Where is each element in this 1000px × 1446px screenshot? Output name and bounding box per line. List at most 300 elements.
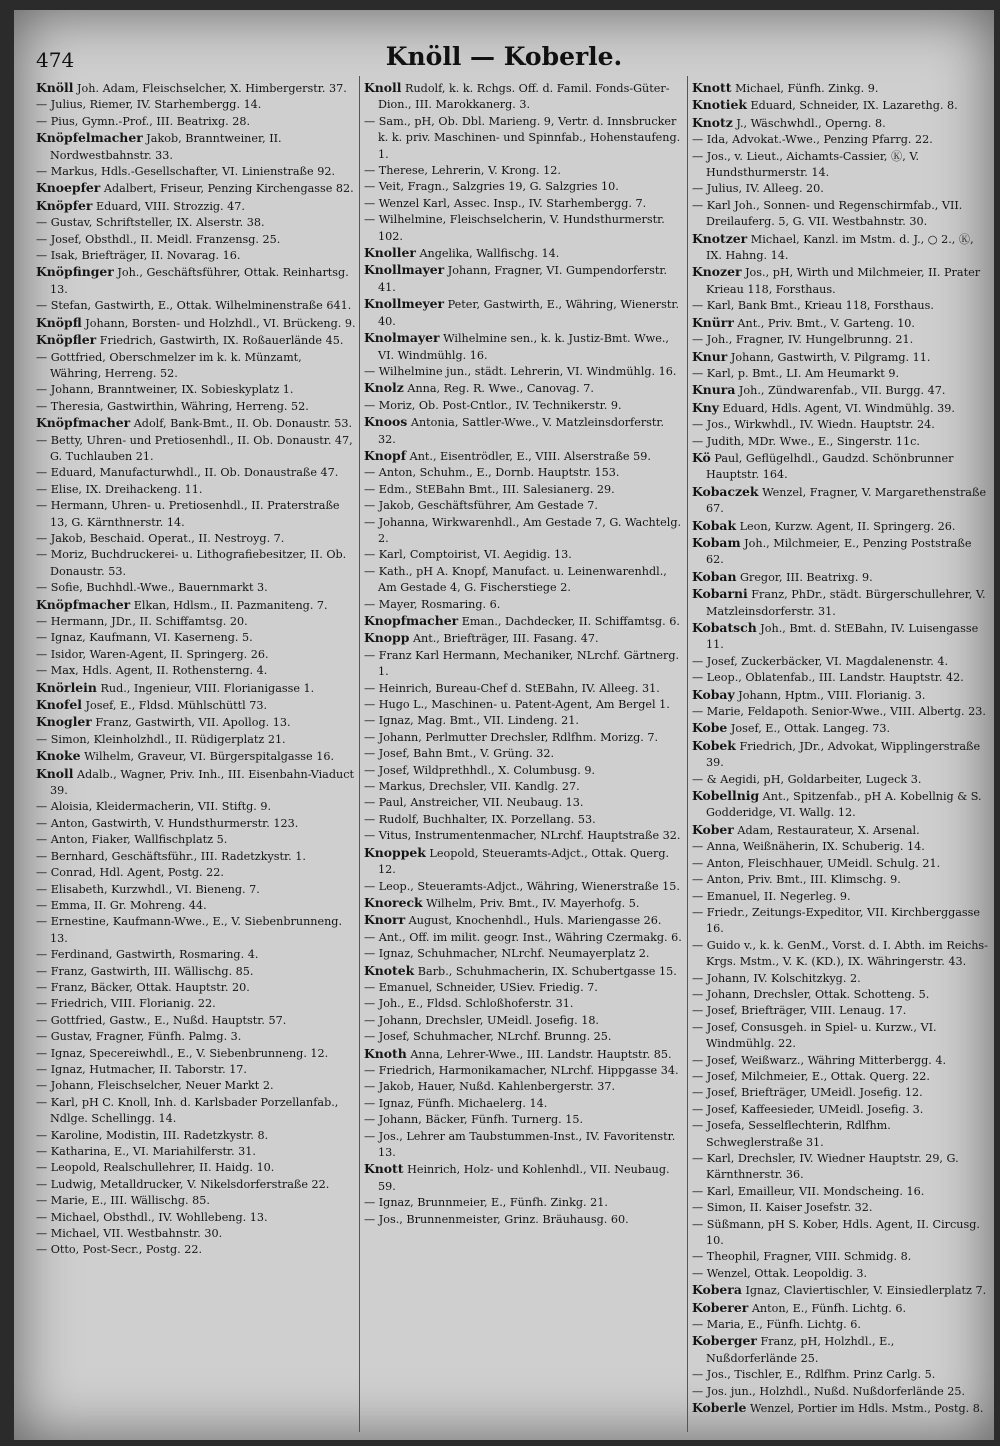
directory-entry xyxy=(36,799,356,815)
entry-dash: — xyxy=(36,499,51,513)
directory-entry xyxy=(364,713,684,729)
directory-entry xyxy=(364,380,684,397)
directory-entry xyxy=(364,946,684,962)
entry-details: Friedrich, Harmonikamacher, NLrchf. Hippgasse 34. xyxy=(378,1063,679,1077)
entry-dash: — xyxy=(364,730,379,744)
directory-entry xyxy=(364,80,684,114)
entry-details: Edm., StEBahn Bmt., III. Salesianerg. 29. xyxy=(378,482,615,496)
entry-details: Anton, E., Fünfh. Lichtg. 6. xyxy=(751,1301,907,1315)
entry-details: Jakob, Hauer, Nußd. Kahlenbergerstr. 37. xyxy=(378,1080,616,1094)
directory-entry xyxy=(364,681,684,697)
directory-entry xyxy=(692,1200,988,1216)
entry-surname: Knöpfer xyxy=(36,197,93,213)
directory-entry xyxy=(364,448,684,465)
entry-details: Wenzel, Fragner, V. Margarethenstraße 67. xyxy=(706,485,987,516)
entry-dash: — xyxy=(36,114,51,128)
entry-dash: — xyxy=(36,1161,51,1175)
entry-details: Gregor, III. Beatrixg. 9. xyxy=(740,570,873,584)
entry-dash: — xyxy=(36,1062,51,1076)
directory-entry xyxy=(36,232,356,248)
directory-entry xyxy=(36,630,356,646)
entry-details: Antonia, Sattler-Wwe., V. Matzleinsdorferstr. 32. xyxy=(378,416,665,446)
directory-entry xyxy=(692,315,988,332)
entry-details: Leop., Steueramts-Adjct., Währing, Wienerstraße 15. xyxy=(378,879,680,893)
entry-details: Adalbert, Friseur, Penzing Kirchengasse 82. xyxy=(103,182,354,196)
directory-entry xyxy=(692,822,988,839)
directory-entry xyxy=(36,547,356,580)
entry-details: Johann, Perlmutter Drechsler, Rdlfhm. Morizg. 7. xyxy=(378,730,659,744)
entry-details: Ant., Spitzenfab., pH A. Kobellnig & S. Godderidge, VI. Wallg. 12. xyxy=(706,790,982,820)
directory-entry xyxy=(692,1069,988,1085)
directory-entry xyxy=(364,1063,684,1079)
entry-dash: — xyxy=(36,1030,51,1044)
entry-surname: Knoller xyxy=(364,245,416,261)
entry-details: Simon, Kleinholzhdl., II. Rüdigerplatz 21. xyxy=(50,732,286,746)
entry-details: Karl, Drechsler, IV. Wiedner Hauptstr. 29, G. Kärnthnerstr. 36. xyxy=(706,1152,959,1182)
directory-entry xyxy=(692,1184,988,1200)
directory-entry xyxy=(364,330,684,364)
directory-entry xyxy=(364,697,684,713)
entry-details: Franz, PhDr., städt. Bürgerschullehrer, V. Matzleinsdorferstr. 31. xyxy=(706,588,986,618)
entry-dash: — xyxy=(364,597,379,611)
entry-dash: — xyxy=(692,987,707,1001)
directory-entry xyxy=(36,996,356,1012)
entry-dash: — xyxy=(36,1046,51,1060)
directory-entry xyxy=(36,215,356,231)
entry-details: Angelika, Wallfischg. 14. xyxy=(419,247,560,261)
directory-entry xyxy=(364,1013,684,1029)
directory-entry xyxy=(692,97,988,114)
entry-details: Josef, Kaffeesieder, UMeidl. Josefig. 3. xyxy=(706,1102,924,1116)
directory-entry xyxy=(692,670,988,686)
entry-details: Anton, Gastwirth, V. Hundsthurmerstr. 123. xyxy=(50,816,299,830)
entry-details: Ferdinand, Gastwirth, Rosmaring. 4. xyxy=(50,948,259,962)
directory-entry xyxy=(364,812,684,828)
entry-details: Ignaz, Fünfh. Michaelerg. 14. xyxy=(378,1096,548,1110)
directory-entry xyxy=(364,1112,684,1128)
directory-entry xyxy=(36,164,356,180)
directory-entry xyxy=(692,987,988,1003)
directory-entry xyxy=(36,614,356,630)
entry-details: Wilhelm, Graveur, VI. Bürgerspitalgasse 16. xyxy=(84,750,335,764)
directory-entry xyxy=(36,382,356,398)
directory-entry xyxy=(364,1029,684,1045)
directory-entry xyxy=(692,115,988,132)
entry-details: August, Knochenhdl., Huls. Mariengasse 26. xyxy=(408,914,662,928)
entry-dash: — xyxy=(692,1184,707,1198)
directory-entry xyxy=(692,484,988,518)
directory-entry xyxy=(692,889,988,905)
entry-details: Otto, Post-Secr., Postg. 22. xyxy=(50,1243,203,1257)
entry-surname: Kober xyxy=(692,821,734,837)
directory-entry xyxy=(692,1367,988,1383)
directory-entry xyxy=(692,417,988,433)
directory-entry xyxy=(36,415,356,432)
entry-dash: — xyxy=(364,398,379,412)
directory-entry xyxy=(364,828,684,844)
entry-details: Wenzel, Ottak. Leopoldig. 3. xyxy=(706,1266,868,1280)
entry-details: Josef, Zuckerbäcker, VI. Magdalenenstr. 4. xyxy=(706,654,949,668)
directory-entry xyxy=(692,687,988,704)
entry-dash: — xyxy=(692,938,707,952)
entry-details: Conrad, Hdl. Agent, Postg. 22. xyxy=(50,866,224,880)
directory-entry xyxy=(364,996,684,1012)
directory-entry xyxy=(36,1193,356,1209)
directory-entry xyxy=(36,80,356,97)
entry-details: Johann, IV. Kolschitzkyg. 2. xyxy=(706,971,861,985)
directory-entry xyxy=(36,882,356,898)
directory-entry xyxy=(692,400,988,417)
directory-entry xyxy=(364,482,684,498)
entry-dash: — xyxy=(692,1201,707,1215)
entry-details: Jos., pH, Wirth und Milchmeier, II. Prater Krieau 118, Forsthaus. xyxy=(706,266,981,296)
entry-details: Karl, p. Bmt., LI. Am Heumarkt 9. xyxy=(706,366,900,380)
entry-dash: — xyxy=(364,698,379,712)
directory-entry xyxy=(692,264,988,298)
entry-details: Hugo L., Maschinen- u. Patent-Agent, Am Bergel 1. xyxy=(378,698,670,712)
entry-dash: — xyxy=(692,1069,707,1083)
entry-details: Anna, Weißnäherin, IX. Schuberig. 14. xyxy=(706,840,925,854)
entry-details: Adolf, Bank-Bmt., II. Ob. Donaustr. 53. xyxy=(133,417,353,431)
entry-details: Wenzel Karl, Assec. Insp., IV. Starhembergg. 7. xyxy=(378,196,647,210)
entry-details: J., Wäschwhdl., Operng. 8. xyxy=(736,116,886,130)
directory-entry xyxy=(692,738,988,772)
entry-details: Ant., Briefträger, III. Fasang. 47. xyxy=(412,632,599,646)
entry-details: Franz, pH, Holzhdl., E., Nußdorferlände 25. xyxy=(706,1335,895,1365)
directory-entry xyxy=(692,198,988,231)
directory-entry xyxy=(692,788,988,822)
entry-details: Joh., Fragner, IV. Hungelbrunng. 21. xyxy=(706,333,914,347)
entry-dash: — xyxy=(364,879,379,893)
directory-entry xyxy=(692,1384,988,1400)
entry-details: Joh., Bmt. d. StEBahn, IV. Luisengasse 11. xyxy=(706,622,979,652)
entry-dash: — xyxy=(36,531,51,545)
entry-surname: Kobera xyxy=(692,1282,742,1298)
entry-dash: — xyxy=(692,1250,707,1264)
directory-entry xyxy=(36,697,356,714)
directory-entry xyxy=(692,1317,988,1333)
directory-entry xyxy=(692,1085,988,1101)
entry-details: Leopold, Realschullehrer, II. Haidg. 10. xyxy=(50,1161,275,1175)
entry-details: Josef, E., Ottak. Langeg. 73. xyxy=(730,722,891,736)
entry-details: Josef, Schuhmacher, NLrchf. Brunng. 25. xyxy=(378,1030,612,1044)
entry-details: Mayer, Rosmaring. 6. xyxy=(378,597,501,611)
entry-dash: — xyxy=(364,1063,379,1077)
directory-entry xyxy=(36,315,356,332)
directory-entry xyxy=(36,482,356,498)
entry-details: Paul, Geflügelhdl., Gaudzd. Schönbrunner Hauptstr. 164. xyxy=(706,451,954,482)
entry-dash: — xyxy=(36,997,51,1011)
entry-dash: — xyxy=(364,747,379,761)
directory-entry xyxy=(692,1118,988,1151)
directory-entry xyxy=(36,1210,356,1226)
entry-details: Aloisia, Kleidermacherin, VII. Stiftg. 9. xyxy=(50,800,272,814)
entry-details: Adam, Restaurateur, X. Arsenal. xyxy=(737,823,920,837)
entry-details: Moriz, Ob. Post-Cntlor., IV. Technikerstr. 9. xyxy=(378,398,622,412)
directory-entry xyxy=(36,816,356,832)
directory-entry xyxy=(36,498,356,531)
entry-surname: Kobek xyxy=(692,737,736,753)
entry-details: Ignaz, Claviertischler, V. Einsiedlerplatz 7. xyxy=(745,1284,987,1298)
entry-dash: — xyxy=(364,930,379,944)
directory-entry xyxy=(692,856,988,872)
entry-surname: Kobam xyxy=(692,534,741,550)
entry-details: Jos., v. Lieut., Aichamts-Cassier, Ⓚ, V. Hundsthurmerstr. 14. xyxy=(706,149,920,180)
entry-details: Michael, Obsthdl., IV. Wohllebeng. 13. xyxy=(50,1210,268,1224)
column-divider xyxy=(687,76,688,1432)
entry-details: Ant., Eisentrödler, E., VIII. Alserstraße 59. xyxy=(409,449,651,463)
entry-details: Josefa, Sesselflechterin, Rdlfhm. Schweglerstraße 31. xyxy=(706,1119,891,1149)
running-head: Knöll — Koberle. xyxy=(385,42,623,71)
directory-entry xyxy=(364,746,684,762)
directory-entry xyxy=(692,450,988,484)
directory-entry xyxy=(36,849,356,865)
directory-entry xyxy=(692,938,988,971)
entry-dash: — xyxy=(364,681,379,695)
entry-details: Heinrich, Holz- und Kohlenhdl., VII. Neubaug. 59. xyxy=(378,1163,670,1193)
entry-dash: — xyxy=(36,1194,51,1208)
directory-entry xyxy=(364,1129,684,1162)
entry-dash: — xyxy=(36,98,51,112)
directory-entry xyxy=(364,465,684,481)
entry-dash: — xyxy=(36,433,51,447)
entry-dash: — xyxy=(36,548,51,562)
entry-dash: — xyxy=(692,434,707,448)
entry-details: Stefan, Gastwirth, E., Ottak. Wilhelminenstraße 641. xyxy=(50,299,352,313)
entry-details: Joh., Milchmeier, E., Penzing Poststraße 62. xyxy=(706,536,972,567)
entry-dash: — xyxy=(36,1210,51,1224)
entry-details: Johann, Borsten- und Holzhdl., VI. Brückeng. 9. xyxy=(85,316,356,330)
entry-dash: — xyxy=(692,671,707,685)
entry-details: Joh., Zündwarenfab., VII. Burgg. 47. xyxy=(738,384,946,398)
entry-details: Johann, Drechsler, Ottak. Schotteng. 5. xyxy=(706,987,930,1001)
entry-details: Anna, Lehrer-Wwe., III. Landstr. Hauptstr. 85. xyxy=(410,1047,672,1061)
entry-dash: — xyxy=(364,1080,379,1094)
entry-dash: — xyxy=(364,548,379,562)
directory-entry xyxy=(36,597,356,614)
entry-dash: — xyxy=(36,647,51,661)
directory-entry xyxy=(36,1177,356,1193)
entry-details: Josef, Wildprethhdl., X. Columbusg. 9. xyxy=(378,763,596,777)
entry-dash: — xyxy=(364,364,379,378)
entry-details: Wilhelmine sen., k. k. Justiz-Bmt. Wwe., VI. Windmühlg. 16. xyxy=(378,332,669,362)
entry-details: Johann, Fragner, VI. Gumpendorferstr. 41. xyxy=(378,264,668,294)
directory-entry xyxy=(36,947,356,963)
entry-details: Gottfried, Gastw., E., Nußd. Hauptstr. 57. xyxy=(50,1013,287,1027)
entry-details: Johann, Hptm., VIII. Florianig. 3. xyxy=(738,688,926,702)
directory-entry xyxy=(364,1195,684,1211)
directory-entry xyxy=(692,231,988,265)
entry-dash: — xyxy=(36,482,51,496)
entry-details: Veit, Fragn., Salzgries 19, G. Salzgries 10. xyxy=(378,180,619,194)
entry-details: Peter, Gastwirth, E., Währing, Wienerstr. 40. xyxy=(378,298,680,328)
entry-dash: — xyxy=(36,615,51,628)
directory-entry xyxy=(36,465,356,481)
entry-details: Josef, Obsthdl., II. Meidl. Franzensg. 25. xyxy=(50,232,281,246)
entry-details: Ignaz, Kaufmann, VI. Kaserneng. 5. xyxy=(50,631,253,645)
column-2 xyxy=(364,80,684,1430)
directory-entry xyxy=(364,895,684,912)
entry-details: Anton, Schuhm., E., Dornb. Hauptstr. 153. xyxy=(378,466,620,480)
entry-surname: Knöpfmacher xyxy=(36,596,131,612)
directory-entry xyxy=(692,620,988,654)
directory-entry xyxy=(692,132,988,148)
entry-dash: — xyxy=(364,564,379,578)
entry-surname: Kö xyxy=(692,449,711,465)
directory-entry xyxy=(692,1333,988,1367)
entry-dash: — xyxy=(692,1020,707,1034)
directory-entry xyxy=(36,748,356,765)
entry-dash: — xyxy=(692,705,707,719)
entry-details: Ignaz, Mag. Bmt., VII. Lindeng. 21. xyxy=(378,714,579,728)
entry-details: Hermann, Uhren- u. Pretiosenhdl., II. Praterstraße 13, G. Kärnthnerstr. 14. xyxy=(50,499,340,529)
directory-entry xyxy=(364,179,684,195)
directory-entry xyxy=(692,80,988,97)
directory-entry xyxy=(692,654,988,670)
entry-details: Jos., Tischler, E., Rdlfhm. Prinz Carlg. 5. xyxy=(706,1368,936,1382)
entry-details: Heinrich, Bureau-Chef d. StEBahn, IV. Alleeg. 31. xyxy=(378,681,660,695)
entry-dash: — xyxy=(36,350,51,364)
directory-entry xyxy=(36,130,356,164)
entry-details: Jakob, Geschäftsführer, Am Gestade 7. xyxy=(378,499,598,513)
entry-surname: Knoppek xyxy=(364,844,426,860)
directory-entry xyxy=(36,580,356,596)
directory-entry xyxy=(36,180,356,197)
directory-entry xyxy=(364,196,684,212)
directory-entry xyxy=(692,971,988,987)
entry-details: Rudolf, k. k. Rchgs. Off. d. Famil. Fonds-Güter-Dion., III. Marokkanerg. 3. xyxy=(378,82,670,112)
directory-entry xyxy=(36,248,356,264)
entry-dash: — xyxy=(692,182,707,196)
entry-surname: Knotek xyxy=(364,962,415,978)
directory-entry xyxy=(36,914,356,947)
directory-entry xyxy=(36,399,356,415)
entry-dash: — xyxy=(692,1102,707,1116)
entry-details: Elise, IX. Dreihackeng. 11. xyxy=(50,482,203,496)
entry-details: Theresia, Gastwirthin, Währing, Herreng. 52. xyxy=(50,399,309,413)
directory-entry xyxy=(36,1046,356,1062)
entry-details: Jos., Wirkwhdl., IV. Wiedn. Hauptstr. 24. xyxy=(706,418,935,432)
directory-entry xyxy=(364,763,684,779)
entry-dash: — xyxy=(364,829,379,843)
directory-entry xyxy=(36,1160,356,1176)
directory-entry xyxy=(364,414,684,448)
entry-details: Ida, Advokat.-Wwe., Penzing Pfarrg. 22. xyxy=(706,133,933,147)
entry-surname: Knolmayer xyxy=(364,330,440,346)
entry-dash: — xyxy=(692,198,707,212)
directory-entry xyxy=(36,350,356,383)
directory-entry xyxy=(364,980,684,996)
directory-entry xyxy=(364,245,684,262)
entry-details: Ignaz, Schuhmacher, NLrchf. Neumayerplatz 2. xyxy=(378,947,650,961)
entry-dash: — xyxy=(36,1177,51,1191)
entry-surname: Knöpfinger xyxy=(36,264,114,280)
directory-entry xyxy=(692,149,988,182)
entry-surname: Knöll xyxy=(36,80,74,95)
entry-details: Wenzel, Portier im Hdls. Mstm., Postg. 8. xyxy=(750,1402,984,1416)
column-divider xyxy=(359,76,360,1432)
entry-details: Ludwig, Metalldrucker, V. Nikelsdorferstraße 22. xyxy=(50,1177,330,1191)
entry-details: Barb., Schuhmacherin, IX. Schubertgasse 15. xyxy=(417,964,677,978)
entry-dash: — xyxy=(36,664,51,678)
entry-dash: — xyxy=(36,1243,51,1257)
entry-dash: — xyxy=(692,1266,707,1280)
directory-entry xyxy=(692,1282,988,1299)
entry-details: Josef, E., Fldsd. Mühlschüttl 73. xyxy=(85,699,268,713)
entry-details: Anna, Reg. R. Wwe., Canovag. 7. xyxy=(407,382,594,396)
entry-surname: Kobak xyxy=(692,517,737,533)
entry-details: Adalb., Wagner, Priv. Inh., III. Eisenbahn-Viaduct 39. xyxy=(50,767,354,798)
directory-entry xyxy=(364,597,684,613)
entry-details: Franz Karl Hermann, Mechaniker, NLrchf. Gärtnerg. 1. xyxy=(378,648,680,679)
directory-entry xyxy=(36,980,356,996)
entry-dash: — xyxy=(36,915,51,929)
entry-dash: — xyxy=(692,772,707,786)
directory-entry xyxy=(36,865,356,881)
entry-surname: Koban xyxy=(692,568,737,584)
entry-dash: — xyxy=(692,1368,707,1382)
entry-details: Rud., Ingenieur, VIII. Florianigasse 1. xyxy=(100,681,315,695)
entry-details: Michael, VII. Westbahnstr. 30. xyxy=(50,1227,223,1241)
directory-entry xyxy=(364,296,684,330)
entry-dash: — xyxy=(364,812,379,826)
directory-entry xyxy=(36,531,356,547)
entry-dash: — xyxy=(36,833,51,847)
directory-entry xyxy=(36,332,356,349)
entry-details: Moriz, Buchdruckerei- u. Lithografiebesitzer, II. Ob. Donaustr. 53. xyxy=(50,548,347,578)
entry-dash: — xyxy=(692,840,707,854)
entry-surname: Knozer xyxy=(692,264,742,280)
entry-surname: Knoll xyxy=(36,765,74,781)
directory-entry xyxy=(36,1062,356,1078)
entry-dash: — xyxy=(692,1152,707,1165)
directory-entry xyxy=(692,1400,988,1417)
directory-entry xyxy=(364,630,684,647)
directory-entry xyxy=(36,1095,356,1128)
entry-details: Karl, pH C. Knoll, Inh. d. Karlsbader Porzellanfab., Ndlge. Schellingg. 14. xyxy=(50,1095,339,1126)
entry-details: Josef, Weißwarz., Währing Mitterbergg. 4. xyxy=(706,1053,947,1067)
entry-details: Eduard, Hdls. Agent, VI. Windmühlg. 39. xyxy=(722,401,955,415)
entry-dash: — xyxy=(364,763,379,777)
directory-entry xyxy=(692,839,988,855)
directory-entry xyxy=(36,1013,356,1029)
directory-entry xyxy=(36,714,356,731)
entry-surname: Kobay xyxy=(692,686,735,702)
entry-surname: Knott xyxy=(692,80,732,95)
entry-details: Anton, Fiaker, Wallfischplatz 5. xyxy=(50,833,228,847)
column-1 xyxy=(36,80,356,1430)
entry-details: Theophil, Fragner, VIII. Schmidg. 8. xyxy=(706,1250,912,1264)
entry-details: Jakob, Beschaid. Operat., II. Nestroyg. 7. xyxy=(50,531,285,545)
entry-dash: — xyxy=(364,796,379,810)
entry-details: Rudolf, Buchhalter, IX. Porzellang. 53. xyxy=(378,812,596,826)
entry-dash: — xyxy=(692,149,707,163)
entry-dash: — xyxy=(364,499,379,513)
directory-entry xyxy=(36,298,356,314)
directory-entry xyxy=(364,515,684,548)
page-header xyxy=(14,38,994,78)
entry-details: Gustav, Schriftsteller, IX. Alserstr. 38. xyxy=(50,216,265,230)
entry-dash: — xyxy=(36,866,51,880)
entry-dash: — xyxy=(364,1212,379,1226)
entry-dash: — xyxy=(364,196,379,210)
directory-entry xyxy=(36,1144,356,1160)
directory-entry xyxy=(692,720,988,737)
entry-dash: — xyxy=(692,873,707,887)
entry-dash: — xyxy=(36,980,51,994)
entry-details: Markus, Drechsler, VII. Kandlg. 27. xyxy=(378,780,580,794)
entry-dash: — xyxy=(364,714,379,728)
